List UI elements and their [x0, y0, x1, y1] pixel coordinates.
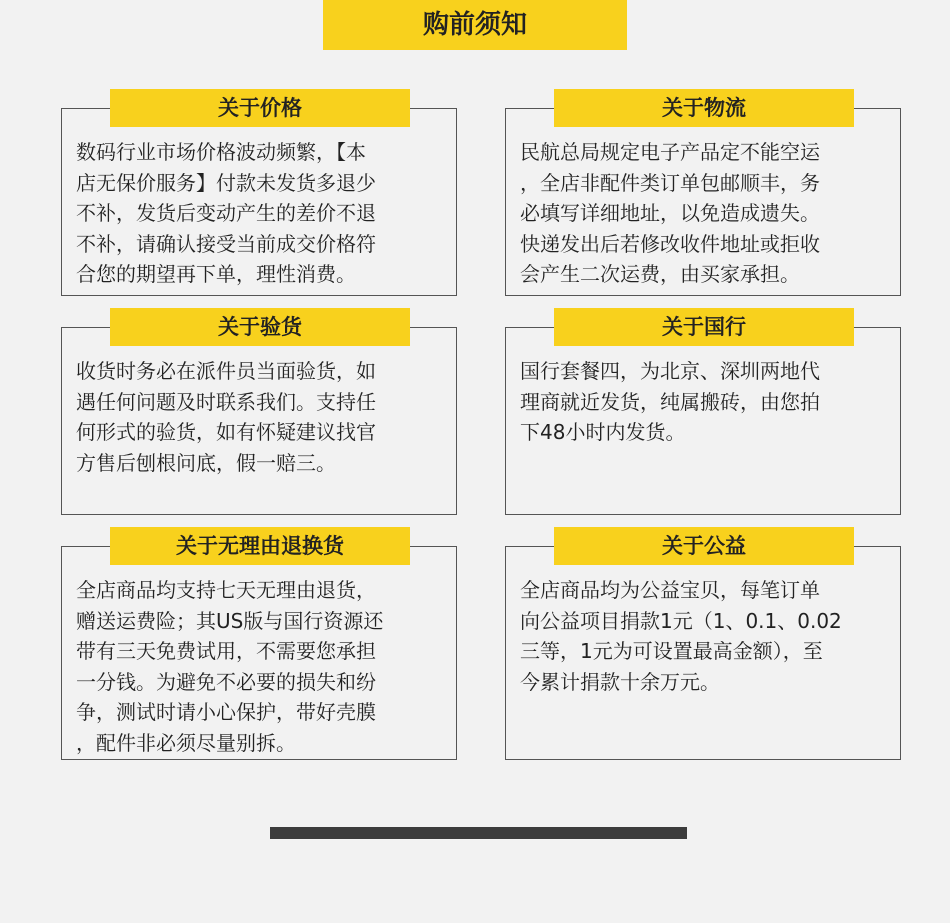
- card-tag: 关于验货: [110, 308, 410, 346]
- card-inspection: [61, 315, 457, 515]
- card-price: [61, 96, 457, 296]
- card-charity: [505, 534, 901, 760]
- card-logistics: [505, 96, 901, 296]
- card-text: 国行套餐四，为北京、深圳两地代 理商就近发货，纯属搬砖，由您拍 下48小时内发货。: [520, 359, 820, 444]
- card-tag: 关于国行: [554, 308, 854, 346]
- card-text: 全店商品均为公益宝贝，每笔订单 向公益项目捐款1元（1、0.1、0.02 三等，1元为可设置最高金额），至 今累计捐款十余万元。: [520, 578, 842, 694]
- footer-divider-bar: [270, 827, 687, 839]
- card-tag: 关于物流: [554, 89, 854, 127]
- page-title: 购前须知: [323, 0, 627, 50]
- card-text: 收货时务必在派件员当面验货，如 遇任何问题及时联系我们。支持任 何形式的验货，如有怀疑建议找官 方售后刨根问底，假一赔三。: [76, 359, 376, 475]
- card-tag: 关于价格: [110, 89, 410, 127]
- card-text: 数码行业市场价格波动频繁，【本 店无保价服务】付款未发货多退少 不补，发货后变动产生的差价不退 不补，请确认接受当前成交价格符 合您的期望再下单，理性消费。: [76, 140, 376, 286]
- card-text: 全店商品均支持七天无理由退货， 赠送运费险；其US版与国行资源还 带有三天免费试用，不需要您承担 一分钱。为避免不必要的损失和纷 争，测试时请小心保护，带好壳膜 ，配件非必须尽量别拆。: [76, 578, 384, 755]
- card-returns: [61, 534, 457, 760]
- card-national: [505, 315, 901, 515]
- card-text: 民航总局规定电子产品定不能空运 ，全店非配件类订单包邮顺丰，务 必填写详细地址，以免造成遗失。 快递发出后若修改收件地址或拒收 会产生二次运费，由买家承担。: [520, 140, 820, 286]
- card-tag: 关于无理由退换货: [110, 527, 410, 565]
- card-tag: 关于公益: [554, 527, 854, 565]
